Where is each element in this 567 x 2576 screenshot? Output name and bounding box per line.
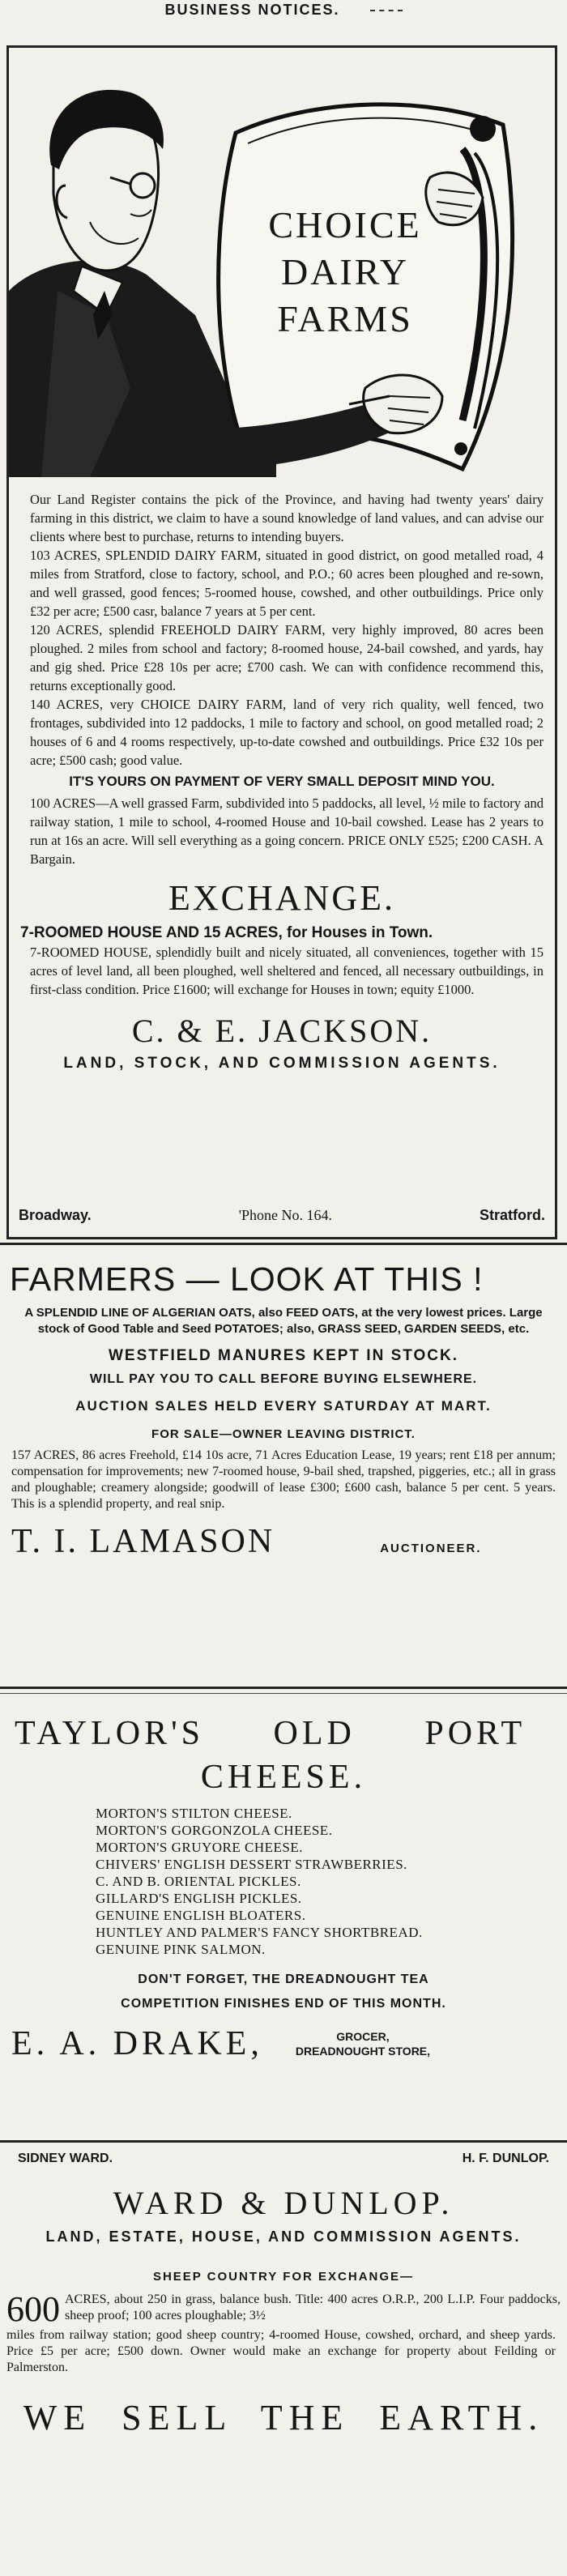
grocery-list — [96, 1805, 561, 1958]
partner-left: SIDNEY WARD. — [18, 2152, 113, 2165]
listing-120-acres: 120 ACRES, splendid FREEHOLD DAIRY FARM, very highly improved, 80 acres been ploughed. 2 miles from school and factory; 8-roomed house, 24-bail cowshed, and yards, hay and gig shed. Price £28 10s per acre; £700 cash. We can with confidence recommend this, returns exceptionally good. — [30, 622, 544, 693]
firm-name: C. & E. JACKSON. — [131, 1013, 433, 1049]
column-divider — [0, 1693, 567, 1694]
partner-right: H. F. DUNLOP. — [462, 2152, 549, 2165]
footer-town: Stratford. — [479, 1207, 545, 1223]
cheese-title: TAYLOR'S OLD PORT — [15, 1715, 526, 1752]
hero-title-line: CHOICE — [268, 204, 422, 245]
firm-role: LAND, ESTATE, HOUSE, AND COMMISSION AGENTS. — [45, 2228, 522, 2245]
firm-name: WARD & DUNLOP. — [113, 2185, 454, 2221]
ward-dunlop-advert — [6, 2147, 561, 2438]
grocer-name: E. A. DRAKE, — [11, 2025, 263, 2062]
header-dash-divider — [370, 10, 403, 11]
firm-role: LAND, STOCK, AND COMMISSION AGENTS. — [63, 1055, 501, 1072]
list-item: GILLARD'S ENGLISH PICKLES. — [96, 1891, 302, 1906]
auctioneer-role: AUCTIONEER. — [380, 1542, 482, 1555]
tea-reminder: DON'T FORGET, THE DREADNOUGHT TEA — [138, 1973, 429, 1986]
grocer-role-line: GROCER, — [336, 2030, 390, 2043]
grocer-role — [296, 2029, 430, 2058]
list-item: HUNTLEY AND PALMER'S FANCY SHORTBREAD. — [96, 1925, 423, 1940]
exchange-subheading: 7-ROOMED HOUSE AND 15 ACRES, for Houses in Town. — [20, 924, 433, 941]
drake-signature — [6, 2024, 561, 2063]
slogan: WE SELL THE EARTH. — [23, 2398, 544, 2437]
column-divider — [0, 1687, 567, 1689]
list-item: C. AND B. ORIENTAL PICKLES. — [96, 1874, 301, 1889]
footer-address: Broadway. — [19, 1207, 92, 1223]
listing-100-acres: 100 ACRES—A well grassed Farm, subdivided into 5 paddocks, all level, ½ mile to factory and railway station, 1 mile to school, 4-roomed House and 10-bail cowshed. Lease has 2 years to run at 16s an acre. Will sell everything as a going concern. PRICE ONLY £525; £200 CASH. A Bargain. — [30, 795, 544, 867]
lamason-advert — [6, 1247, 561, 1561]
listing-157-acres: 157 ACRES, 86 acres Freehold, £14 10s acre, 71 Acres Education Lease, 19 years; rent £18 per annum; compensation for improvements; new 7-roomed house, 9-bail shed, trapshed, piggeries, etc.; all in grass and ploughable; creamery alongside; goodwill of lease £300; £600 cash, balance 5 per cent. 5 years. This is a splendid property, and real snip. — [11, 1448, 556, 1511]
listing-103-acres: 103 ACRES, SPLENDID DAIRY FARM, situated in good district, on good metalled road, 4 miles from Stratford, close to factory, school, and P.O.; 60 acres been ploughed and re-sown, and well grassed, good fences; 5-roomed house, cowshed, and other outbuildings. Price only £32 per acre; £500 casr, balance 7 years at 5 per cent. — [30, 548, 544, 619]
footer-phone: 'Phone No. 164. — [238, 1207, 332, 1223]
manures-notice: WESTFIELD MANURES KEPT IN STOCK. — [108, 1347, 459, 1364]
hero-sign-title — [252, 202, 438, 343]
for-sale-heading: FOR SALE—OWNER LEAVING DISTRICT. — [151, 1427, 416, 1441]
farmers-headline: FARMERS — LOOK AT THIS ! — [10, 1260, 484, 1298]
list-item: MORTON'S GRUYORE CHEESE. — [96, 1840, 304, 1855]
call-notice: WILL PAY YOU TO CALL BEFORE BUYING ELSEWHERE. — [89, 1372, 478, 1386]
page-header-text: BUSINESS NOTICES. — [164, 2, 340, 18]
column-divider — [0, 2140, 567, 2143]
lamason-signature — [6, 1522, 561, 1561]
cheese-title-line2: CHEESE. — [200, 1759, 367, 1796]
list-item: GENUINE PINK SALMON. — [96, 1942, 266, 1957]
listing-text-continued: miles from railway station; good sheep country; 4-roomed House, cowshed, orchard, and sheep yards. Price £5 per acre; £500 down. Owner would make an exchange for property about Feilding or Palmerston. — [6, 2328, 556, 2374]
oats-notice: A SPLENDID LINE OF ALGERIAN OATS, also FEED OATS, at the very lowest prices. Large stock of Good Table and Seed POTATOES; also, GRASS SEED, GARDEN SEEDS, etc. — [24, 1306, 543, 1336]
hero-illustration — [9, 48, 555, 477]
intro-paragraph: Our Land Register contains the pick of the Province, and having had twenty years' dairy farming in this district, we claim to have a sound knowledge of land values, and can advise our clients where best to purchase, returns to intending buyers. — [30, 492, 544, 544]
list-item: GENUINE ENGLISH BLOATERS. — [96, 1908, 306, 1923]
jackson-advert — [6, 45, 557, 1239]
sheep-exchange-heading: SHEEP COUNTRY FOR EXCHANGE— — [152, 2270, 415, 2284]
exchange-body: 7-ROOMED HOUSE, splendidly built and nicely situated, all conveniences, together with 15 acres of level land, all been ploughed, well sheltered and fenced, all necessary outbuildings, in first-class condition. Price £1600; will exchange for Houses in town; equity £1000. — [30, 945, 544, 997]
list-item: CHIVERS' ENGLISH DESSERT STRAWBERRIES. — [96, 1857, 407, 1872]
partners-row — [18, 2152, 549, 2166]
deposit-heading: IT'S YOURS ON PAYMENT OF VERY SMALL DEPOSIT MIND YOU. — [69, 774, 495, 789]
competition-notice: COMPETITION FINISHES END OF THIS MONTH. — [121, 1997, 446, 2011]
listing-600-acres — [6, 2289, 561, 2329]
advert-footer — [19, 1207, 545, 1224]
list-item: MORTON'S GORGONZOLA CHEESE. — [96, 1823, 333, 1838]
page-header — [0, 0, 567, 19]
listing-text: ACRES, about 250 in grass, balance bush. Title: 400 acres O.R.P., 200 L.I.P. Four paddocks, sheep proof; 100 acres ploughable; 3½ — [65, 2292, 561, 2322]
column-divider — [0, 1243, 567, 1245]
auctioneer-name: T. I. LAMASON — [11, 1523, 275, 1560]
hero-title-line: DAIRY — [280, 251, 410, 292]
exchange-heading: EXCHANGE. — [168, 878, 395, 918]
hero-title-line: FARMS — [277, 298, 413, 339]
listing-140-acres: 140 ACRES, very CHOICE DAIRY FARM, land of very rich quality, well fenced, two frontages, subdivided into 12 paddocks, 1 mile to factory and school, on good metalled road; 2 houses of 6 and 4 rooms respectively, up-to-date cowshed and outbuildings. Price £32 10s per acre; £500 cash; good value. — [30, 697, 544, 768]
drake-advert — [6, 1701, 561, 2063]
list-item: MORTON'S STILTON CHEESE. — [96, 1806, 292, 1821]
listing-number: 600 — [6, 2289, 60, 2329]
grocer-store-line: DREADNOUGHT STORE, — [295, 2045, 431, 2058]
auction-notice: AUCTION SALES HELD EVERY SATURDAY AT MART. — [75, 1398, 492, 1414]
